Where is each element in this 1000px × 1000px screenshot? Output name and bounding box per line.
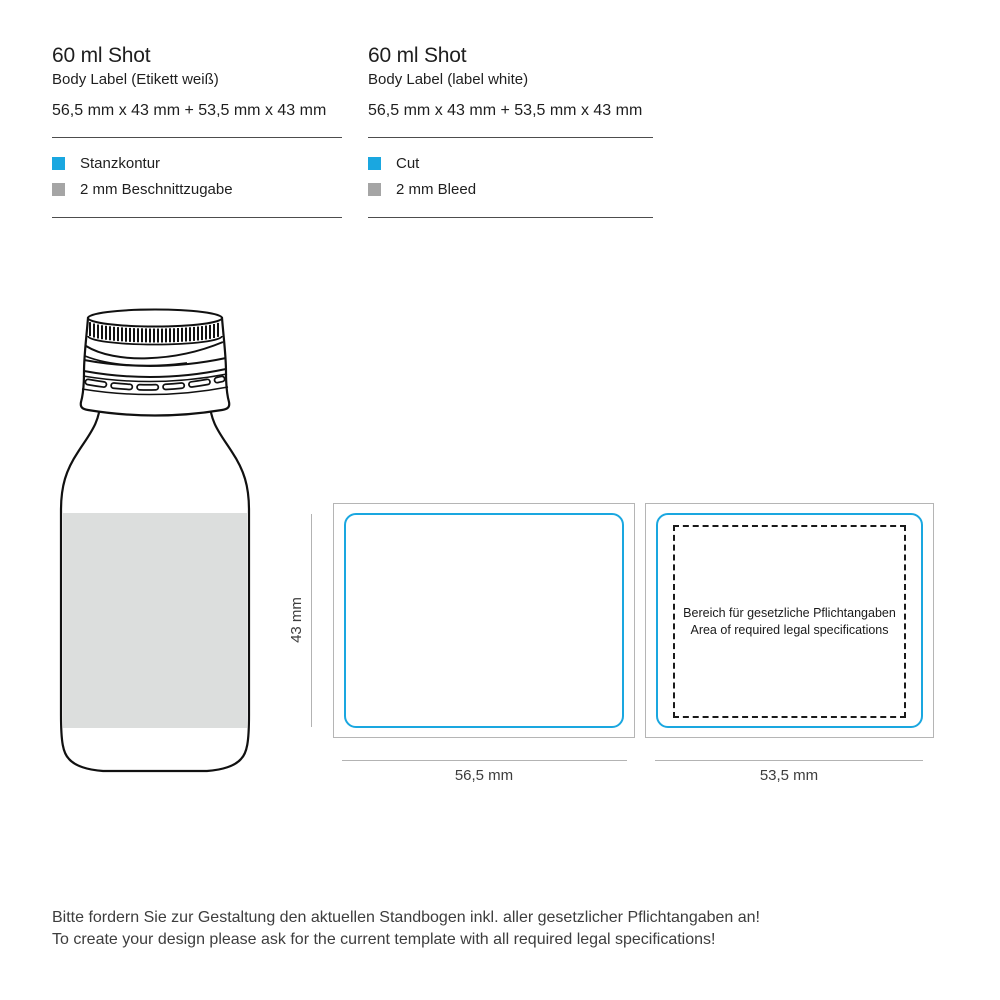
header-english: [368, 44, 653, 224]
legend-row-bleed: [52, 182, 233, 197]
bottle-label-area: [63, 513, 247, 728]
legal-text-german: Bereich für gesetzliche Pflichtangaben: [683, 605, 896, 620]
legend-label: Stanzkontur: [80, 155, 161, 172]
product-subtitle: Body Label (label white): [368, 71, 529, 88]
bleed-color-swatch: [368, 183, 381, 196]
divider: [368, 137, 653, 138]
front-label-cut-contour: [344, 513, 624, 728]
height-dimension-line: [311, 514, 312, 727]
footer-note-english: To create your design please ask for the current template with all required legal specifications!: [52, 931, 716, 948]
width-dimension-label: 56,5 mm: [454, 767, 514, 784]
bleed-color-swatch: [52, 183, 65, 196]
label-dimensions: 56,5 mm x 43 mm + 53,5 mm x 43 mm: [52, 102, 327, 119]
legend-label: Cut: [396, 155, 420, 172]
product-title: 60 ml Shot: [52, 44, 151, 67]
header-german: [52, 44, 342, 224]
bottle-illustration: [55, 300, 255, 780]
divider: [52, 217, 342, 218]
cut-color-swatch: [368, 157, 381, 170]
width-dimension-line: [342, 760, 627, 761]
legend-row-cut: [368, 156, 419, 171]
width-dimension-label: 53,5 mm: [759, 767, 819, 784]
divider: [368, 217, 653, 218]
label-dimensions: 56,5 mm x 43 mm + 53,5 mm x 43 mm: [368, 102, 643, 119]
legal-text-english: Area of required legal specifications: [690, 622, 889, 637]
footer-note: [52, 907, 760, 951]
footer-note-german: Bitte fordern Sie zur Gestaltung den aktuellen Standbogen inkl. aller gesetzlicher Pflichtangaben an!: [52, 909, 760, 926]
legal-specifications-area: [673, 525, 906, 718]
divider: [52, 137, 342, 138]
legend-label: 2 mm Bleed: [396, 181, 477, 198]
product-subtitle: Body Label (Etikett weiß): [52, 71, 219, 88]
height-dimension-label: 43 mm: [288, 597, 305, 643]
width-dimension-line: [655, 760, 923, 761]
cut-color-swatch: [52, 157, 65, 170]
legend-row-cut: [52, 156, 160, 171]
legend-row-bleed: [368, 182, 476, 197]
product-title: 60 ml Shot: [368, 44, 467, 67]
legend-label: 2 mm Beschnittzugabe: [80, 181, 233, 198]
